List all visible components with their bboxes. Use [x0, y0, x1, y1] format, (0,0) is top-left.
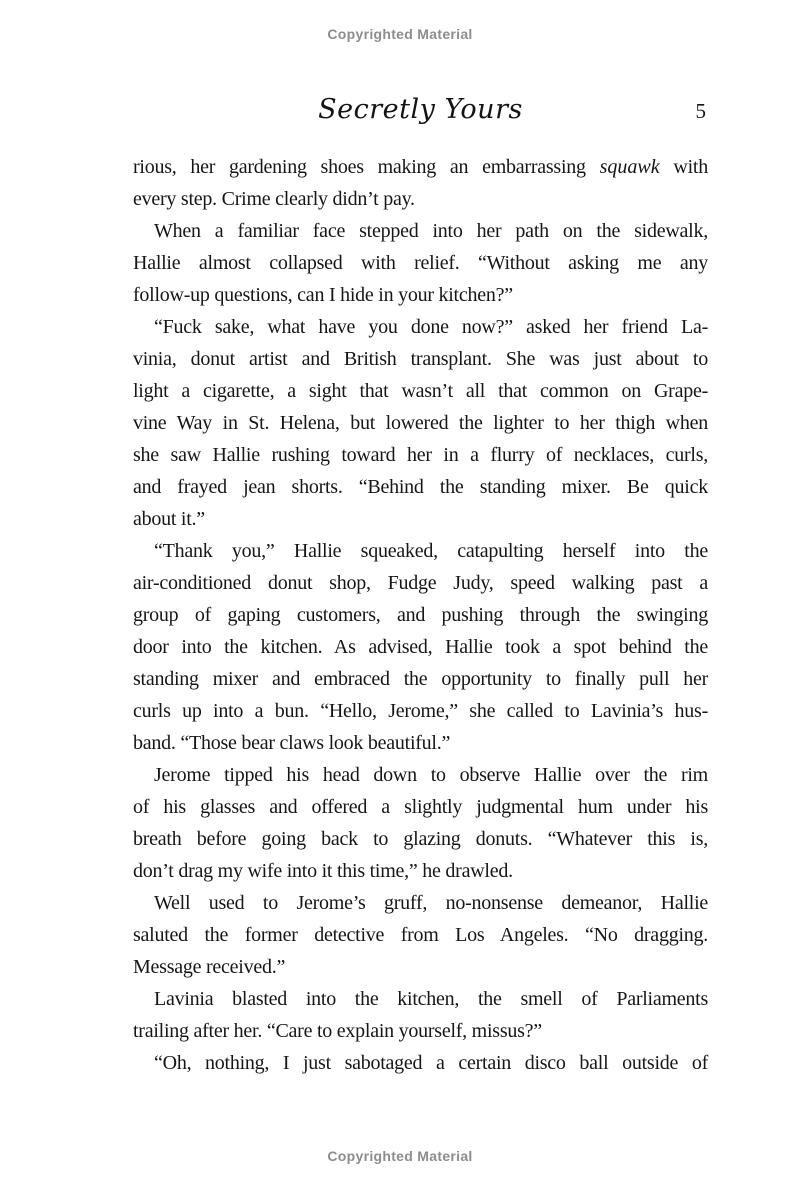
text-line: don’t drag my wife into it this time,” he drawled. — [133, 860, 513, 882]
text-line: light a cigarette, a sight that wasn’t all that common on Grape- — [133, 380, 708, 402]
text-line: Jerome tipped his head down to observe Hallie over the rim — [154, 764, 708, 786]
text-line: “Fuck sake, what have you done now?” asked her friend La- — [154, 316, 708, 338]
text-line: When a familiar face stepped into her path on the sidewalk, — [154, 220, 708, 242]
text-line: saluted the former detective from Los Angeles. “No dragging. — [133, 924, 708, 946]
text-line: vinia, donut artist and British transplant. She was just about to — [133, 348, 708, 370]
text-line: “Oh, nothing, I just sabotaged a certain disco ball outside of — [154, 1052, 708, 1074]
text-line: she saw Hallie rushing toward her in a flurry of necklaces, curls, — [133, 444, 708, 466]
page-number: 5 — [695, 99, 706, 123]
text-line: follow-up questions, can I hide in your kitchen?” — [133, 284, 513, 306]
text-line: about it.” — [133, 508, 205, 530]
text-line: air-conditioned donut shop, Fudge Judy, speed walking past a — [133, 572, 708, 594]
text-line: Well used to Jerome’s gruff, no-nonsense demeanor, Hallie — [154, 892, 708, 914]
text-line: and frayed jean shorts. “Behind the standing mixer. Be quick — [133, 476, 708, 498]
text-line: trailing after her. “Care to explain yourself, missus?” — [133, 1020, 542, 1042]
text-line: curls up into a bun. “Hello, Jerome,” she called to Lavinia’s hus- — [133, 700, 708, 722]
text-line: every step. Crime clearly didn’t pay. — [133, 188, 415, 210]
text-line: band. “Those bear claws look beautiful.” — [133, 732, 451, 754]
text-line: vine Way in St. Helena, but lowered the lighter to her thigh when — [133, 412, 708, 434]
text-line: “Thank you,” Hallie squeaked, catapulting herself into the — [154, 540, 708, 562]
text-line: group of gaping customers, and pushing through the swinging — [133, 604, 708, 626]
text-line: Message received.” — [133, 956, 286, 978]
header-title: Secretly Yours — [318, 94, 523, 125]
text-line: breath before going back to glazing donuts. “Whatever this is, — [133, 828, 708, 850]
text-line: door into the kitchen. As advised, Hallie took a spot behind the — [133, 636, 708, 658]
text-line: standing mixer and embraced the opportunity to finally pull her — [133, 668, 708, 690]
top-copyright-notice: Copyrighted Material — [327, 26, 473, 42]
running-header — [133, 94, 708, 134]
text-line: Lavinia blasted into the kitchen, the smell of Parliaments — [154, 988, 708, 1010]
bottom-copyright-notice: Copyrighted Material — [327, 1148, 473, 1164]
body-text — [133, 151, 708, 1079]
text-line: of his glasses and offered a slightly judgmental hum under his — [133, 796, 708, 818]
text-line: Hallie almost collapsed with relief. “Without asking me any — [133, 252, 708, 274]
text-line: rious, her gardening shoes making an embarrassing squawk with — [133, 156, 708, 178]
